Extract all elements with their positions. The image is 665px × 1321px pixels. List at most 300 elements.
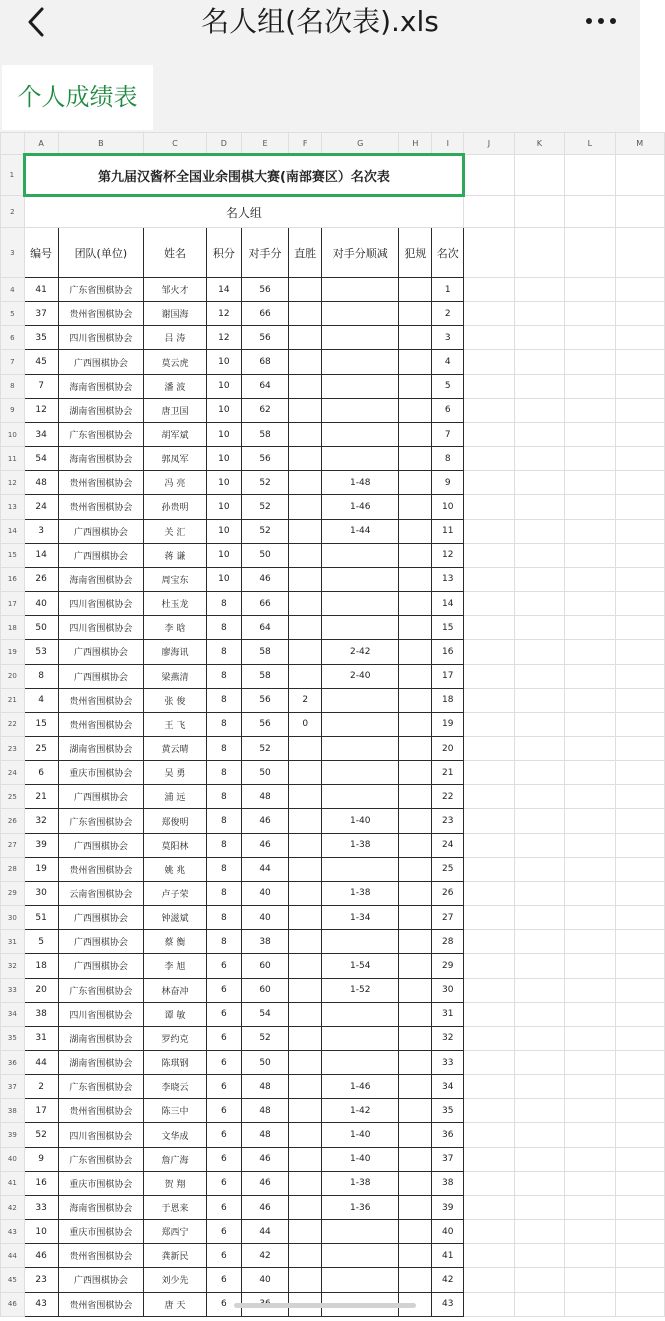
empty-cell[interactable] <box>615 228 664 278</box>
empty-cell[interactable] <box>514 543 564 567</box>
data-cell[interactable]: 8 <box>24 664 58 688</box>
empty-cell[interactable] <box>514 196 564 228</box>
data-cell[interactable]: 姚 兆 <box>144 857 207 881</box>
data-cell[interactable]: 11 <box>432 519 464 543</box>
row-number[interactable]: 26 <box>1 809 25 833</box>
column-header[interactable]: E <box>241 133 288 155</box>
data-cell[interactable] <box>399 978 432 1002</box>
data-cell[interactable]: 17 <box>24 1099 58 1123</box>
data-cell[interactable] <box>399 1026 432 1050</box>
empty-cell[interactable] <box>464 543 514 567</box>
empty-cell[interactable] <box>514 350 564 374</box>
data-cell[interactable] <box>289 1051 322 1075</box>
data-cell[interactable]: 42 <box>432 1268 464 1292</box>
row-number[interactable]: 45 <box>1 1268 25 1292</box>
data-cell[interactable]: 8 <box>206 640 241 664</box>
row-number[interactable]: 38 <box>1 1099 25 1123</box>
data-cell[interactable]: 16 <box>432 640 464 664</box>
data-cell[interactable]: 孙贵明 <box>144 495 207 519</box>
row-number[interactable]: 3 <box>1 228 25 278</box>
data-cell[interactable] <box>289 422 322 446</box>
data-cell[interactable]: 30 <box>24 881 58 905</box>
data-cell[interactable]: 10 <box>206 567 241 591</box>
data-cell[interactable]: 8 <box>206 930 241 954</box>
data-cell[interactable]: 37 <box>432 1147 464 1171</box>
data-cell[interactable]: 58 <box>241 422 288 446</box>
data-cell[interactable]: 唐 天 <box>144 1292 207 1316</box>
empty-cell[interactable] <box>565 1268 615 1292</box>
data-cell[interactable] <box>399 1244 432 1268</box>
data-cell[interactable]: 28 <box>432 930 464 954</box>
data-cell[interactable]: 罗约克 <box>144 1026 207 1050</box>
data-cell[interactable]: 50 <box>241 761 288 785</box>
empty-cell[interactable] <box>615 978 664 1002</box>
data-cell[interactable] <box>289 1099 322 1123</box>
data-cell[interactable] <box>399 447 432 471</box>
empty-cell[interactable] <box>514 640 564 664</box>
empty-cell[interactable] <box>565 228 615 278</box>
data-cell[interactable]: 53 <box>24 640 58 664</box>
row-number[interactable]: 2 <box>1 196 25 228</box>
empty-cell[interactable] <box>565 567 615 591</box>
data-cell[interactable]: 31 <box>432 1002 464 1026</box>
data-cell[interactable]: 46 <box>241 833 288 857</box>
empty-cell[interactable] <box>615 930 664 954</box>
data-cell[interactable]: 19 <box>432 712 464 736</box>
data-cell[interactable]: 10 <box>206 398 241 422</box>
data-cell[interactable]: 广东省围棋协会 <box>58 809 143 833</box>
empty-cell[interactable] <box>615 592 664 616</box>
data-cell[interactable]: 13 <box>432 567 464 591</box>
empty-cell[interactable] <box>565 761 615 785</box>
data-cell[interactable]: 14 <box>206 278 241 302</box>
data-cell[interactable] <box>289 302 322 326</box>
data-cell[interactable] <box>322 543 399 567</box>
data-cell[interactable]: 10 <box>206 543 241 567</box>
data-cell[interactable] <box>399 930 432 954</box>
data-cell[interactable] <box>289 1147 322 1171</box>
column-header[interactable]: F <box>289 133 322 155</box>
data-cell[interactable]: 1-40 <box>322 809 399 833</box>
empty-cell[interactable] <box>514 302 564 326</box>
data-cell[interactable]: 10 <box>206 447 241 471</box>
data-cell[interactable]: 10 <box>206 471 241 495</box>
data-cell[interactable] <box>399 1002 432 1026</box>
column-header[interactable]: H <box>399 133 432 155</box>
data-cell[interactable] <box>289 881 322 905</box>
data-cell[interactable] <box>289 906 322 930</box>
row-number[interactable]: 39 <box>1 1123 25 1147</box>
data-cell[interactable] <box>289 761 322 785</box>
row-number[interactable]: 29 <box>1 881 25 905</box>
empty-cell[interactable] <box>514 495 564 519</box>
empty-cell[interactable] <box>565 1026 615 1050</box>
data-cell[interactable] <box>399 543 432 567</box>
empty-cell[interactable] <box>615 616 664 640</box>
column-header[interactable]: C <box>144 133 207 155</box>
data-cell[interactable]: 郑西宁 <box>144 1220 207 1244</box>
empty-cell[interactable] <box>565 1195 615 1219</box>
data-cell[interactable] <box>322 374 399 398</box>
data-cell[interactable]: 卢子荣 <box>144 881 207 905</box>
data-cell[interactable]: 10 <box>206 519 241 543</box>
empty-cell[interactable] <box>464 1195 514 1219</box>
data-cell[interactable]: 14 <box>432 592 464 616</box>
data-cell[interactable]: 3 <box>24 519 58 543</box>
data-cell[interactable]: 胡军斌 <box>144 422 207 446</box>
data-cell[interactable]: 周宝东 <box>144 567 207 591</box>
row-number[interactable]: 11 <box>1 447 25 471</box>
row-number[interactable]: 23 <box>1 736 25 760</box>
data-cell[interactable]: 52 <box>241 1026 288 1050</box>
empty-cell[interactable] <box>615 1026 664 1050</box>
more-button[interactable] <box>584 10 618 32</box>
data-cell[interactable]: 36 <box>432 1123 464 1147</box>
data-cell[interactable]: 贺 翔 <box>144 1171 207 1195</box>
data-cell[interactable]: 关 汇 <box>144 519 207 543</box>
empty-cell[interactable] <box>514 278 564 302</box>
row-number[interactable]: 5 <box>1 302 25 326</box>
data-cell[interactable]: 莫阳林 <box>144 833 207 857</box>
data-cell[interactable]: 6 <box>206 1099 241 1123</box>
data-cell[interactable] <box>289 543 322 567</box>
data-cell[interactable]: 陈三中 <box>144 1099 207 1123</box>
data-cell[interactable]: 3 <box>432 326 464 350</box>
data-cell[interactable]: 10 <box>24 1220 58 1244</box>
empty-cell[interactable] <box>464 495 514 519</box>
data-cell[interactable]: 6 <box>206 1051 241 1075</box>
data-cell[interactable] <box>399 278 432 302</box>
row-number[interactable]: 25 <box>1 785 25 809</box>
data-cell[interactable]: 33 <box>432 1051 464 1075</box>
empty-cell[interactable] <box>615 1099 664 1123</box>
row-number[interactable]: 8 <box>1 374 25 398</box>
data-cell[interactable]: 56 <box>241 447 288 471</box>
data-cell[interactable]: 1-48 <box>322 471 399 495</box>
data-cell[interactable] <box>289 1075 322 1099</box>
data-cell[interactable]: 60 <box>241 954 288 978</box>
empty-cell[interactable] <box>514 447 564 471</box>
empty-cell[interactable] <box>464 930 514 954</box>
data-cell[interactable]: 48 <box>241 1075 288 1099</box>
data-cell[interactable]: 1-38 <box>322 1171 399 1195</box>
data-cell[interactable]: 48 <box>24 471 58 495</box>
data-cell[interactable]: 25 <box>432 857 464 881</box>
empty-cell[interactable] <box>464 350 514 374</box>
data-cell[interactable]: 54 <box>24 447 58 471</box>
data-cell[interactable] <box>289 785 322 809</box>
empty-cell[interactable] <box>565 1051 615 1075</box>
data-cell[interactable]: 48 <box>241 1099 288 1123</box>
empty-cell[interactable] <box>514 881 564 905</box>
row-number[interactable]: 20 <box>1 664 25 688</box>
empty-cell[interactable] <box>464 833 514 857</box>
data-cell[interactable]: 45 <box>24 350 58 374</box>
data-cell[interactable]: 林奋冲 <box>144 978 207 1002</box>
data-cell[interactable]: 15 <box>24 712 58 736</box>
data-cell[interactable] <box>399 785 432 809</box>
row-number[interactable]: 18 <box>1 616 25 640</box>
data-cell[interactable]: 吕 涛 <box>144 326 207 350</box>
data-cell[interactable]: 湖南省围棋协会 <box>58 1051 143 1075</box>
data-cell[interactable]: 38 <box>24 1002 58 1026</box>
data-cell[interactable] <box>289 954 322 978</box>
empty-cell[interactable] <box>615 881 664 905</box>
header-cell[interactable]: 对手分顺减 <box>322 228 399 278</box>
data-cell[interactable] <box>399 1147 432 1171</box>
row-number[interactable]: 13 <box>1 495 25 519</box>
row-number[interactable]: 37 <box>1 1075 25 1099</box>
data-cell[interactable]: 郭凤军 <box>144 447 207 471</box>
empty-cell[interactable] <box>464 1099 514 1123</box>
empty-cell[interactable] <box>615 278 664 302</box>
data-cell[interactable]: 19 <box>24 857 58 881</box>
data-cell[interactable]: 58 <box>241 664 288 688</box>
row-number[interactable]: 30 <box>1 906 25 930</box>
data-cell[interactable]: 8 <box>206 761 241 785</box>
empty-cell[interactable] <box>514 1075 564 1099</box>
empty-cell[interactable] <box>464 712 514 736</box>
data-cell[interactable] <box>322 857 399 881</box>
empty-cell[interactable] <box>565 495 615 519</box>
header-cell[interactable]: 姓名 <box>144 228 207 278</box>
data-cell[interactable]: 44 <box>241 1220 288 1244</box>
header-cell[interactable]: 团队(单位) <box>58 228 143 278</box>
data-cell[interactable]: 8 <box>206 857 241 881</box>
empty-cell[interactable] <box>464 978 514 1002</box>
data-cell[interactable]: 9 <box>432 471 464 495</box>
data-cell[interactable]: 1-42 <box>322 1099 399 1123</box>
data-cell[interactable]: 海南省围棋协会 <box>58 374 143 398</box>
empty-cell[interactable] <box>464 519 514 543</box>
empty-cell[interactable] <box>464 592 514 616</box>
empty-cell[interactable] <box>615 1051 664 1075</box>
data-cell[interactable]: 42 <box>241 1244 288 1268</box>
data-cell[interactable]: 64 <box>241 374 288 398</box>
data-cell[interactable] <box>322 398 399 422</box>
data-cell[interactable]: 6 <box>206 954 241 978</box>
empty-cell[interactable] <box>514 1026 564 1050</box>
empty-cell[interactable] <box>514 785 564 809</box>
data-cell[interactable] <box>289 736 322 760</box>
empty-cell[interactable] <box>565 302 615 326</box>
empty-cell[interactable] <box>514 616 564 640</box>
data-cell[interactable]: 46 <box>24 1244 58 1268</box>
data-cell[interactable]: 广东省围棋协会 <box>58 978 143 1002</box>
empty-cell[interactable] <box>565 326 615 350</box>
empty-cell[interactable] <box>514 1002 564 1026</box>
data-cell[interactable] <box>289 519 322 543</box>
data-cell[interactable]: 广西围棋协会 <box>58 664 143 688</box>
data-cell[interactable] <box>399 398 432 422</box>
empty-cell[interactable] <box>615 736 664 760</box>
empty-cell[interactable] <box>514 1195 564 1219</box>
empty-cell[interactable] <box>565 1244 615 1268</box>
empty-cell[interactable] <box>464 1123 514 1147</box>
data-cell[interactable]: 8 <box>206 785 241 809</box>
data-cell[interactable]: 贵州省围棋协会 <box>58 857 143 881</box>
empty-cell[interactable] <box>615 640 664 664</box>
column-header[interactable]: B <box>58 133 143 155</box>
empty-cell[interactable] <box>615 1147 664 1171</box>
data-cell[interactable] <box>322 1051 399 1075</box>
empty-cell[interactable] <box>615 350 664 374</box>
row-number[interactable]: 4 <box>1 278 25 302</box>
row-number[interactable]: 16 <box>1 567 25 591</box>
data-cell[interactable]: 8 <box>206 712 241 736</box>
data-cell[interactable]: 6 <box>206 1026 241 1050</box>
row-number[interactable]: 33 <box>1 978 25 1002</box>
column-header[interactable]: D <box>206 133 241 155</box>
data-cell[interactable] <box>322 1244 399 1268</box>
data-cell[interactable] <box>399 350 432 374</box>
data-cell[interactable]: 四川省围棋协会 <box>58 616 143 640</box>
data-cell[interactable] <box>399 302 432 326</box>
data-cell[interactable]: 60 <box>241 978 288 1002</box>
empty-cell[interactable] <box>514 664 564 688</box>
data-cell[interactable]: 31 <box>24 1026 58 1050</box>
data-cell[interactable]: 6 <box>206 1147 241 1171</box>
data-cell[interactable]: 谢国海 <box>144 302 207 326</box>
data-cell[interactable]: 46 <box>241 567 288 591</box>
data-cell[interactable]: 广西围棋协会 <box>58 543 143 567</box>
empty-cell[interactable] <box>514 228 564 278</box>
empty-cell[interactable] <box>565 881 615 905</box>
empty-cell[interactable] <box>565 809 615 833</box>
data-cell[interactable] <box>399 1195 432 1219</box>
data-cell[interactable] <box>399 1171 432 1195</box>
data-cell[interactable]: 6 <box>432 398 464 422</box>
data-cell[interactable] <box>289 398 322 422</box>
data-cell[interactable]: 1-52 <box>322 978 399 1002</box>
data-cell[interactable]: 1-38 <box>322 833 399 857</box>
data-cell[interactable]: 66 <box>241 302 288 326</box>
data-cell[interactable] <box>322 930 399 954</box>
data-cell[interactable]: 1-34 <box>322 906 399 930</box>
empty-cell[interactable] <box>464 881 514 905</box>
data-cell[interactable]: 12 <box>206 302 241 326</box>
data-cell[interactable] <box>289 1026 322 1050</box>
empty-cell[interactable] <box>565 1002 615 1026</box>
data-cell[interactable]: 黄云晴 <box>144 736 207 760</box>
empty-cell[interactable] <box>514 978 564 1002</box>
data-cell[interactable]: 四川省围棋协会 <box>58 592 143 616</box>
empty-cell[interactable] <box>464 664 514 688</box>
data-cell[interactable]: 潘 波 <box>144 374 207 398</box>
data-cell[interactable] <box>399 833 432 857</box>
empty-cell[interactable] <box>514 1244 564 1268</box>
data-cell[interactable]: 8 <box>206 833 241 857</box>
data-cell[interactable] <box>399 1268 432 1292</box>
data-cell[interactable]: 4 <box>432 350 464 374</box>
data-cell[interactable]: 50 <box>24 616 58 640</box>
empty-cell[interactable] <box>615 567 664 591</box>
row-number[interactable]: 40 <box>1 1147 25 1171</box>
data-cell[interactable]: 46 <box>241 1195 288 1219</box>
data-cell[interactable]: 10 <box>206 422 241 446</box>
empty-cell[interactable] <box>514 1268 564 1292</box>
data-cell[interactable] <box>289 592 322 616</box>
data-cell[interactable] <box>399 567 432 591</box>
empty-cell[interactable] <box>464 954 514 978</box>
column-header[interactable]: J <box>464 133 514 155</box>
data-cell[interactable]: 6 <box>206 1195 241 1219</box>
data-cell[interactable]: 24 <box>432 833 464 857</box>
column-header[interactable]: K <box>514 133 564 155</box>
data-cell[interactable]: 8 <box>206 616 241 640</box>
data-cell[interactable]: 6 <box>206 1171 241 1195</box>
empty-cell[interactable] <box>464 761 514 785</box>
empty-cell[interactable] <box>514 422 564 446</box>
data-cell[interactable] <box>289 857 322 881</box>
header-cell[interactable]: 编号 <box>24 228 58 278</box>
empty-cell[interactable] <box>565 155 615 196</box>
data-cell[interactable]: 35 <box>24 326 58 350</box>
data-cell[interactable] <box>322 447 399 471</box>
empty-cell[interactable] <box>514 1171 564 1195</box>
empty-cell[interactable] <box>514 833 564 857</box>
empty-cell[interactable] <box>464 1171 514 1195</box>
data-cell[interactable]: 66 <box>241 592 288 616</box>
row-number[interactable]: 15 <box>1 543 25 567</box>
data-cell[interactable]: 李 旭 <box>144 954 207 978</box>
data-cell[interactable]: 33 <box>24 1195 58 1219</box>
data-cell[interactable]: 38 <box>432 1171 464 1195</box>
data-cell[interactable]: 文华成 <box>144 1123 207 1147</box>
data-cell[interactable]: 四川省围棋协会 <box>58 1123 143 1147</box>
data-cell[interactable]: 廖海讯 <box>144 640 207 664</box>
data-cell[interactable]: 52 <box>24 1123 58 1147</box>
row-number[interactable]: 24 <box>1 761 25 785</box>
data-cell[interactable]: 10 <box>432 495 464 519</box>
empty-cell[interactable] <box>565 616 615 640</box>
data-cell[interactable]: 广西围棋协会 <box>58 906 143 930</box>
empty-cell[interactable] <box>565 1075 615 1099</box>
data-cell[interactable]: 12 <box>432 543 464 567</box>
data-cell[interactable] <box>289 567 322 591</box>
data-cell[interactable]: 48 <box>241 785 288 809</box>
empty-cell[interactable] <box>464 567 514 591</box>
empty-cell[interactable] <box>514 712 564 736</box>
empty-cell[interactable] <box>565 954 615 978</box>
empty-cell[interactable] <box>565 1220 615 1244</box>
empty-cell[interactable] <box>464 906 514 930</box>
data-cell[interactable] <box>322 736 399 760</box>
data-cell[interactable]: 21 <box>24 785 58 809</box>
data-cell[interactable]: 贵州省围棋协会 <box>58 1099 143 1123</box>
empty-cell[interactable] <box>615 1075 664 1099</box>
row-number[interactable]: 36 <box>1 1051 25 1075</box>
data-cell[interactable] <box>289 978 322 1002</box>
empty-cell[interactable] <box>514 954 564 978</box>
empty-cell[interactable] <box>565 278 615 302</box>
empty-cell[interactable] <box>565 1292 615 1316</box>
empty-cell[interactable] <box>565 196 615 228</box>
header-cell[interactable]: 积分 <box>206 228 241 278</box>
column-header[interactable]: L <box>565 133 615 155</box>
data-cell[interactable] <box>322 567 399 591</box>
empty-cell[interactable] <box>615 833 664 857</box>
data-cell[interactable] <box>399 1123 432 1147</box>
data-cell[interactable]: 郑俊明 <box>144 809 207 833</box>
data-cell[interactable]: 6 <box>206 1123 241 1147</box>
row-number[interactable]: 35 <box>1 1026 25 1050</box>
data-cell[interactable]: 8 <box>206 688 241 712</box>
row-number[interactable]: 19 <box>1 640 25 664</box>
empty-cell[interactable] <box>565 1171 615 1195</box>
empty-cell[interactable] <box>565 1147 615 1171</box>
empty-cell[interactable] <box>615 543 664 567</box>
